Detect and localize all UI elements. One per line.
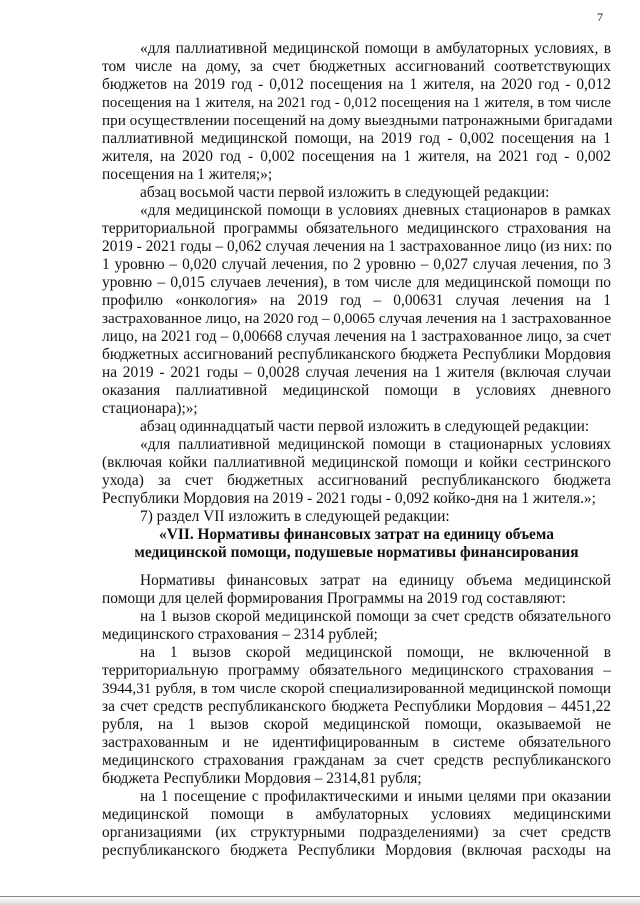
text-line: абзац восьмой части первой изложить в следующей редакции:: [140, 184, 550, 201]
text-line: 2019 - 2021 годы – 0,062 случая лечения на 1 застрахованное лицо (из них: по: [102, 238, 612, 255]
text-line: абзац одиннадцатый части первой изложить в следующей редакции:: [140, 418, 590, 435]
text-line: профилю «онкология» на 2019 год – 0,00631 случая лечения на 1: [102, 292, 611, 309]
text-line: бюджетов на 2019 год - 0,012 посещения на 1 жителя, на 2020 год - 0,012: [102, 76, 611, 93]
text-line: бюджетных ассигнований республиканского бюджета Республики Мордовия: [102, 346, 611, 363]
text-line: лицо, на 2021 год – 0,00668 случая лечения на 1 застрахованное лицо, за счет: [102, 328, 611, 345]
text-line: на 1 вызов скорой медицинской помощи за счет средств обязательного: [140, 608, 611, 625]
text-line: 7) раздел VII изложить в следующей редакции:: [140, 508, 450, 525]
text-line: рубля, на 1 вызов скорой медицинской помощи, оказываемой не: [102, 716, 611, 733]
text-line: республиканского бюджета Республики Мордовия (включая расходы на: [102, 842, 611, 859]
text-line: медицинского страхования гражданам за счет средств республиканского: [102, 752, 611, 769]
page-number: 7: [597, 10, 603, 24]
text-line: жителя, на 2020 год - 0,002 посещения на 1 жителя, на 2021 год - 0,002: [102, 148, 611, 165]
text-line: (включая койки паллиативной медицинской помощи и койки сестринского: [102, 454, 611, 471]
text-line: помощи для целей формирования Программы на 2019 год составляют:: [102, 590, 566, 607]
text-line: на 1 вызов скорой медицинской помощи, не включенной в: [140, 644, 611, 661]
text-line: на 1 посещение с профилактическими и иными целями при оказании: [140, 788, 611, 805]
text-line: медицинской помощи в амбулаторных условиях медицинскими: [102, 806, 611, 823]
text-line: паллиативной медицинской помощи, на 2019 год - 0,002 посещения на 1: [102, 130, 611, 147]
text-line: застрахованное лицо, на 2020 год – 0,0065 случая лечения на 1 застрахованное: [102, 310, 612, 327]
text-line: бюджета Республики Мордовия – 2314,81 рубля;: [102, 770, 422, 787]
text-line: организациями (их структурными подразделениями) за счет средств: [102, 824, 611, 841]
scan-bottom-edge: [0, 896, 640, 905]
text-line: ухода) за счет бюджетных ассигнований республиканского бюджета: [102, 472, 611, 489]
text-line: территориальную программу обязательного медицинского страхования –: [102, 662, 611, 679]
text-line: том числе на дому, за счет бюджетных ассигнований соответствующих: [102, 58, 611, 75]
text-line: застрахованным и не идентифицированным в системе обязательного: [102, 734, 611, 751]
text-line: медицинского страхования – 2314 рублей;: [102, 626, 378, 643]
text-line: стационара);»;: [102, 400, 198, 417]
text-line: посещения на 1 жителя;»;: [102, 166, 273, 183]
text-line: при осуществлении посещений на дому выездными патронажными бригадами: [102, 112, 613, 129]
text-line: посещения на 1 жителя, на 2021 год - 0,012 посещения на 1 жителя, в том числе: [102, 95, 611, 111]
section-heading: медицинской помощи, подушевые нормативы финансирования: [134, 544, 579, 561]
text-line: «для медицинской помощи в условиях дневных стационаров в рамках: [140, 202, 611, 219]
text-line: оказания паллиативной медицинской помощи в условиях дневного: [102, 382, 611, 399]
text-line: Республики Мордовия на 2019 - 2021 годы - 0,092 койко-дня на 1 жителя.»;: [102, 490, 596, 507]
section-heading: «VII. Нормативы финансовых затрат на единицу объема: [159, 526, 554, 543]
text-line: территориальной программы обязательного медицинского страхования на: [102, 220, 611, 237]
text-line: «для паллиативной медицинской помощи в стационарных условиях: [140, 436, 611, 453]
text-line: на 2019 - 2021 годы – 0,0028 случая лечения на 1 жителя (включая случаи: [102, 364, 611, 381]
text-line: 1 уровню – 0,020 случай лечения, по 2 уровню – 0,027 случая лечения, по 3: [102, 256, 611, 273]
text-line: «для паллиативной медицинской помощи в амбулаторных условиях, в: [140, 40, 611, 57]
text-line: уровню – 0,015 случаев лечения), в том числе для медицинской помощи по: [102, 274, 611, 291]
text-line: за счет средств республиканского бюджета Республики Мордовия – 4451,22: [102, 698, 611, 715]
text-line: 3944,31 рубля, в том числе скорой специализированной медицинской помощи: [102, 680, 611, 697]
text-line: Нормативы финансовых затрат на единицу объема медицинской: [140, 572, 611, 589]
